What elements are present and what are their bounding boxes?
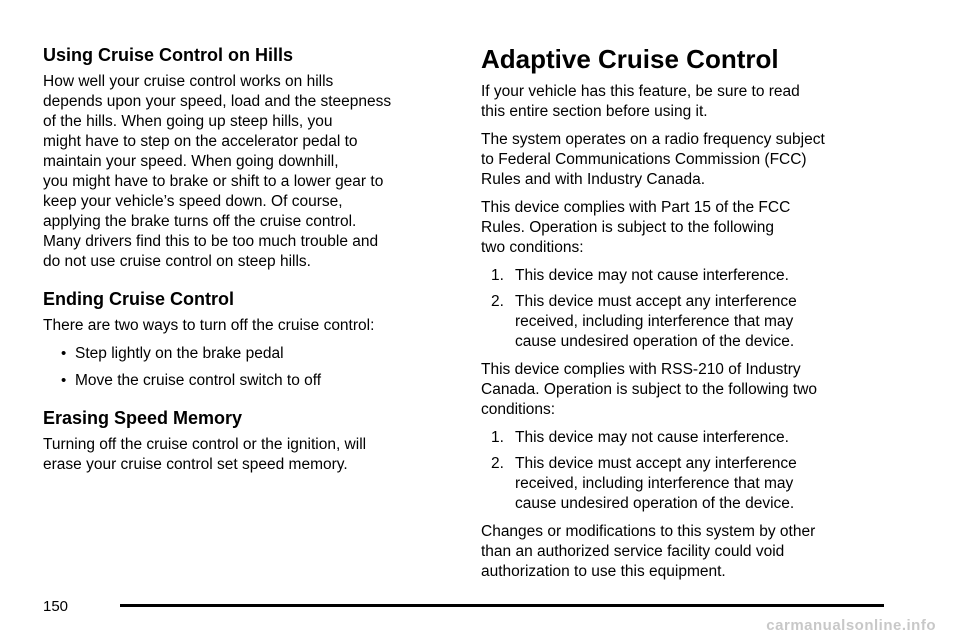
page-number: 150 bbox=[43, 598, 69, 615]
list-item bbox=[481, 454, 901, 514]
list-item-text: Move the cruise control switch to off bbox=[75, 372, 322, 389]
list-item-text: This device may not cause interference. bbox=[515, 429, 789, 446]
list-item bbox=[481, 292, 901, 352]
right-column bbox=[481, 44, 901, 590]
list-number: 1. bbox=[491, 429, 504, 446]
paragraph-hills: How well your cruise control works on hills depends upon your speed, load and the steepness of the hills. When going up steep hills, you might have to step on the accelerator pedal to maintain your speed. When going downhill, you might have to brake or shift to a lower gear to keep your vehicle’s speed down. Of course, applying the brake turns off the cruise control. Many drivers find this to be too much trouble and do not use cruise control on steep hills. bbox=[43, 73, 392, 270]
list-number: 1. bbox=[491, 267, 504, 284]
paragraph-part15: This device complies with Part 15 of the FCC Rules. Operation is subject to the following two conditions: bbox=[481, 199, 791, 256]
numbered-list-rss bbox=[481, 428, 901, 514]
paragraph-ending: There are two ways to turn off the cruise control: bbox=[43, 317, 375, 334]
heading-cruise-on-hills: Using Cruise Control on Hills bbox=[43, 45, 294, 65]
list-item-text: This device must accept any interference received, including interference that may cause undesired operation of the device. bbox=[515, 455, 797, 512]
watermark: carmanualsonline.info bbox=[766, 617, 936, 634]
bullet-list bbox=[43, 344, 453, 391]
list-item bbox=[43, 371, 453, 391]
list-item bbox=[43, 344, 453, 364]
list-item bbox=[481, 266, 901, 286]
list-item-text: This device may not cause interference. bbox=[515, 267, 789, 284]
bullet-icon: • bbox=[61, 372, 67, 389]
footer-divider bbox=[120, 604, 884, 607]
paragraph-intro: If your vehicle has this feature, be sure to read this entire section before using it. bbox=[481, 83, 800, 120]
list-item-text: Step lightly on the brake pedal bbox=[75, 345, 284, 362]
heading-ending-cruise: Ending Cruise Control bbox=[43, 289, 234, 309]
left-column bbox=[43, 44, 453, 483]
list-item-text: This device must accept any interference received, including interference that may cause undesired operation of the device. bbox=[515, 293, 797, 350]
list-item bbox=[481, 428, 901, 448]
list-number: 2. bbox=[491, 455, 504, 472]
paragraph-erasing: Turning off the cruise control or the ignition, will erase your cruise control set speed memory. bbox=[43, 436, 367, 473]
paragraph-fcc: The system operates on a radio frequency subject to Federal Communications Commission (FCC) Rules and with Industry Canada. bbox=[481, 131, 825, 188]
numbered-list-fcc bbox=[481, 266, 901, 352]
bullet-icon: • bbox=[61, 345, 67, 362]
heading-adaptive-cruise: Adaptive Cruise Control bbox=[481, 44, 779, 74]
list-number: 2. bbox=[491, 293, 504, 310]
paragraph-modifications: Changes or modifications to this system by other than an authorized service facility could void authorization to use this equipment. bbox=[481, 523, 816, 580]
heading-erasing-memory: Erasing Speed Memory bbox=[43, 408, 243, 428]
paragraph-rss210: This device complies with RSS-210 of Industry Canada. Operation is subject to the following two conditions: bbox=[481, 361, 818, 418]
